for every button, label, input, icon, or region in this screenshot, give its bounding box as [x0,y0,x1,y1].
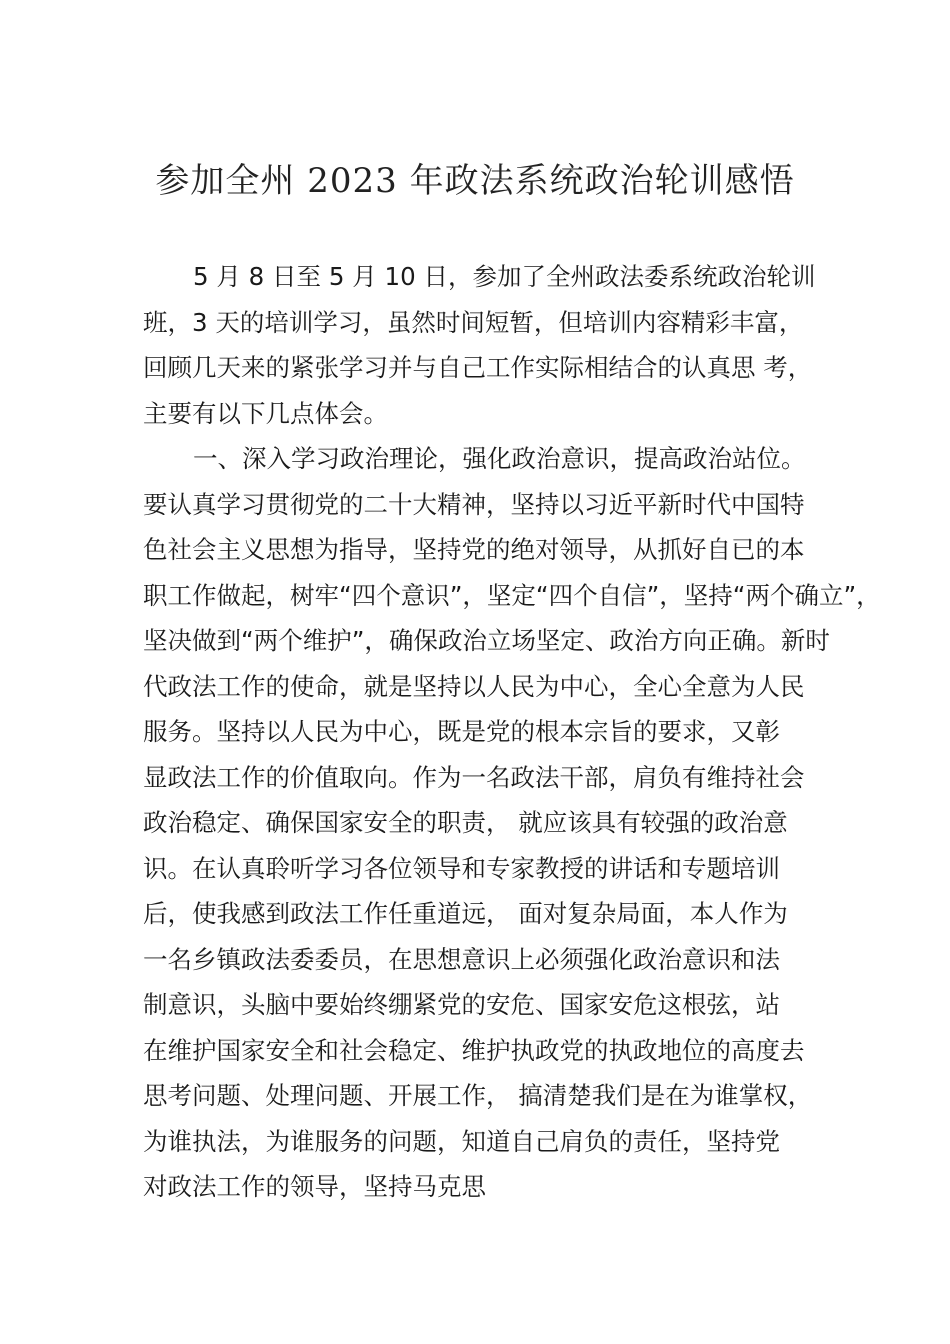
paragraph-line: 主要有以下几点体会。 [143,398,388,428]
paragraph-line: 制意识，头脑中要始终绷紧党的安危、国家安危这根弦，站 [143,990,780,1019]
paragraph-line: 色社会主义思想为指导，坚持党的绝对领导，从抓好自已的本 [143,535,805,564]
paragraph-intro [143,254,833,436]
paragraph-line: 5 月 8 日至 5 月 10 日，参加了全州政法委系统政治轮训 [193,262,816,291]
paragraph-section-one [143,436,881,1210]
paragraph-line: 对政法工作的领导，坚持马克思 [143,1172,486,1201]
document-body [143,254,881,1210]
document-title: 参加全州 2023 年政法系统政治轮训感悟 [155,161,795,201]
section-heading: 一、深入学习政治理论，强化政治意识，提高政治站位。 [193,444,806,473]
paragraph-line: 回顾几天来的紧张学习并与自己工作实际相结合的认真思 考， [143,353,813,382]
paragraph-line: 服务。坚持以人民为中心，既是党的根本宗旨的要求，又彰 [143,717,780,746]
paragraph-line: 班，3 天的培训学习，虽然时间短暂，但培训内容精彩丰富， [143,307,804,337]
paragraph-line: 识。在认真聆听学习各位领导和专家教授的讲话和专题培训 [143,853,780,883]
paragraph-line: 要认真学习贯彻党的二十大精神，坚持以习近平新时代中国特 [143,489,805,519]
paragraph-line: 为谁执法，为谁服务的问题，知道自己肩负的责任，坚持党 [143,1126,780,1156]
paragraph-line: 代政法工作的使命，就是坚持以人民为中心，全心全意为人民 [143,671,805,701]
paragraph-line: 在维护国家安全和社会稳定、维护执政党的执政地位的高度去 [143,1035,805,1065]
paragraph-line: 思考问题、处理问题、开展工作， 搞清楚我们是在为谁掌权， [143,1081,813,1110]
paragraph-line: 职工作做起，树牢“四个意识”，坚定“四个自信”，坚持“两个确立”， [143,580,881,610]
paragraph-line: 后，使我感到政法工作任重道远， 面对复杂局面，本人作为 [143,899,788,928]
paragraph-line: 显政法工作的价值取向。作为一名政法干部，肩负有维持社会 [143,762,805,792]
paragraph-line: 一名乡镇政法委委员，在思想意识上必须强化政治意识和法 [143,944,780,974]
paragraph-line: 政治稳定、确保国家安全的职责， 就应该具有较强的政治意 [143,808,788,837]
paragraph-line: 坚决做到“两个维护”，确保政治立场坚定、政治方向正确。新时 [143,626,830,655]
